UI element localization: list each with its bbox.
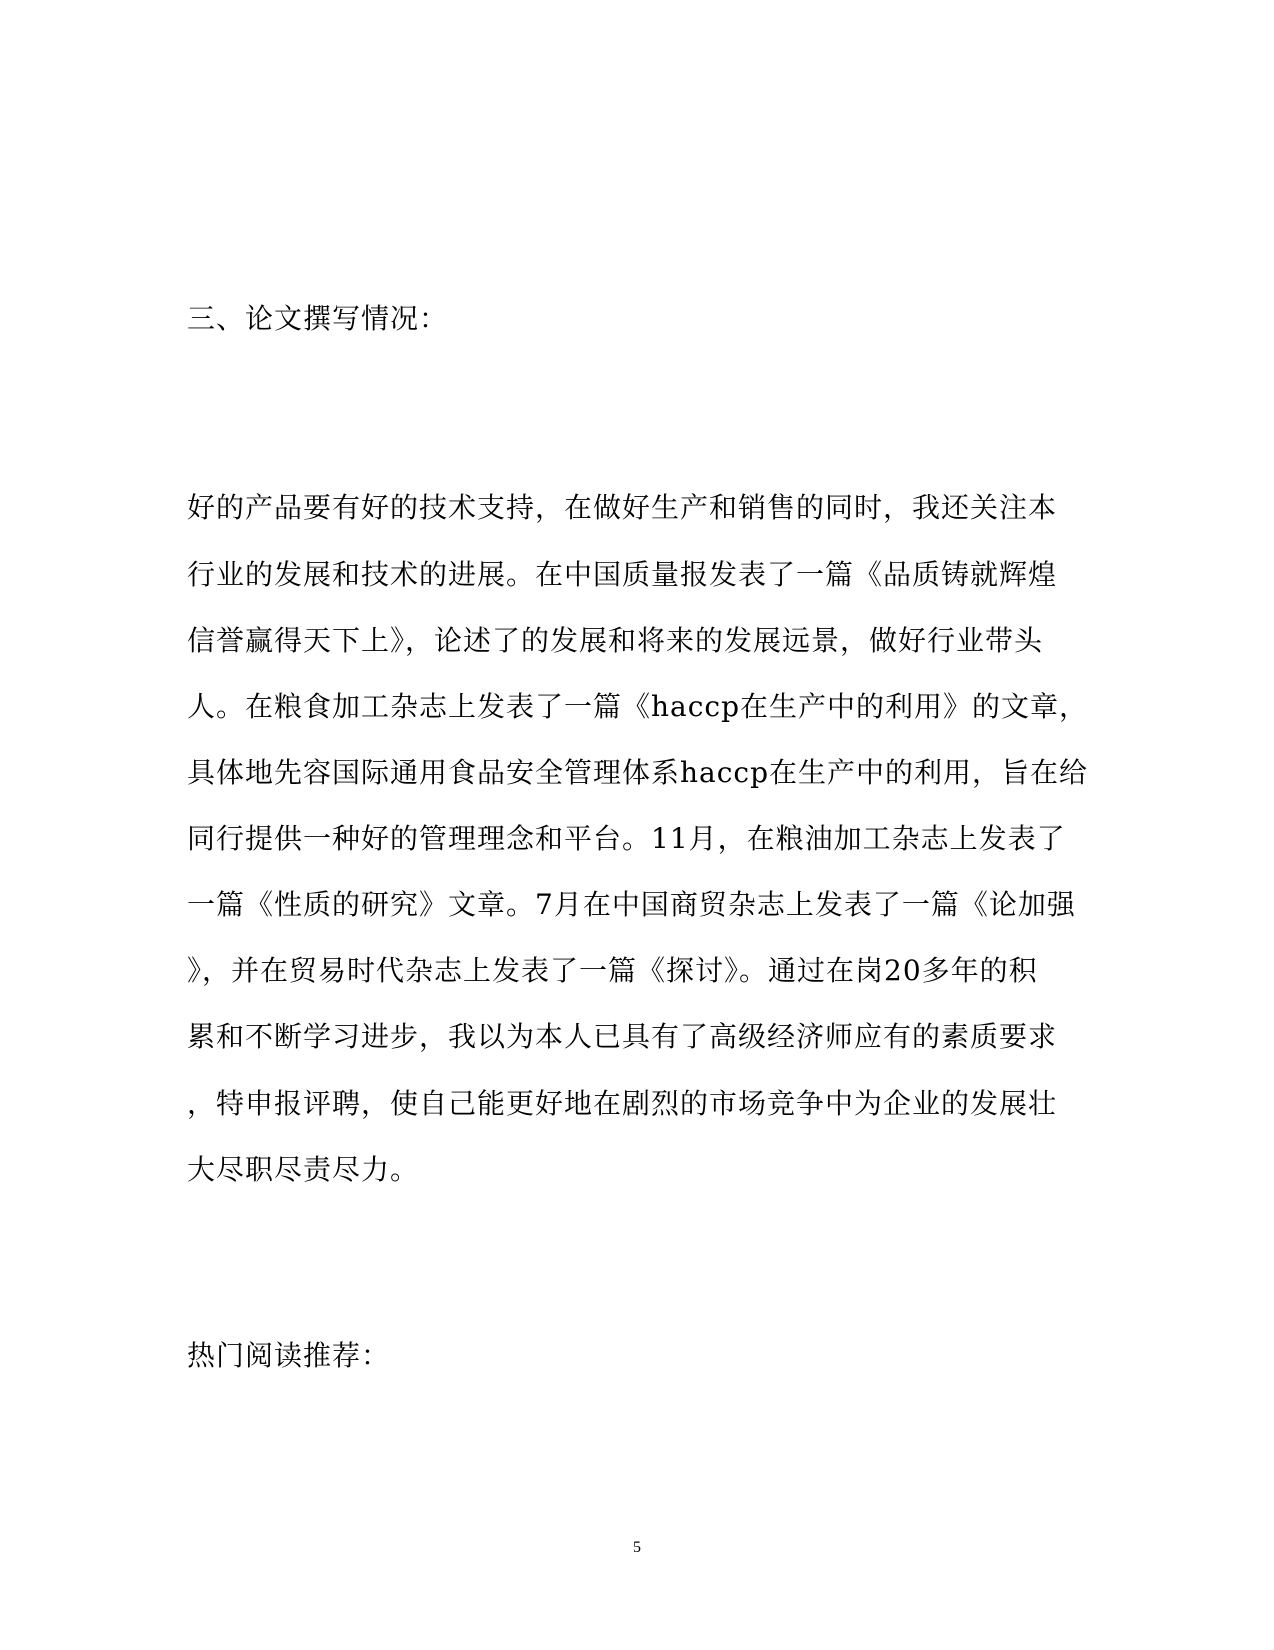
paragraph-line: 好的产品要有好的技术支持，在做好生产和销售的同时，我还关注本 [187,491,1058,524]
paragraph-line: 具体地先容国际通用食品安全管理体系haccp在生产中的利用，旨在给 [187,756,1089,789]
paragraph-line: 同行提供一种好的管理理念和平台。11月，在粮油加工杂志上发表了 [187,822,1066,855]
paragraph-line: 行业的发展和技术的进展。在中国质量报发表了一篇《品质铸就辉煌 [187,558,1058,591]
page-number: 5 [633,1539,641,1556]
paragraph-line: 信誉赢得天下上》，论述了的发展和将来的发展远景，做好行业带头 [187,624,1044,657]
paragraph-line: 累和不断学习进步，我以为本人已具有了高级经济师应有的素质要求 [187,1020,1058,1053]
paragraph-line: 人。在粮食加工杂志上发表了一篇《haccp在生产中的利用》的文章， [187,690,1089,723]
recommended-reading-label: 热门阅读推荐： [187,1339,391,1372]
section-heading: 三、论文撰写情况： [187,302,449,335]
paragraph-line: 》，并在贸易时代杂志上发表了一篇《探讨》。通过在岗20多年的积 [187,954,1038,987]
paragraph-line: ，特申报评聘，使自己能更好地在剧烈的市场竞争中为企业的发展壮 [187,1087,1058,1120]
paragraph-line: 一篇《性质的研究》文章。7月在中国商贸杂志上发表了一篇《论加强 [187,888,1076,921]
paragraph-line: 大尽职尽责尽力。 [187,1153,420,1186]
